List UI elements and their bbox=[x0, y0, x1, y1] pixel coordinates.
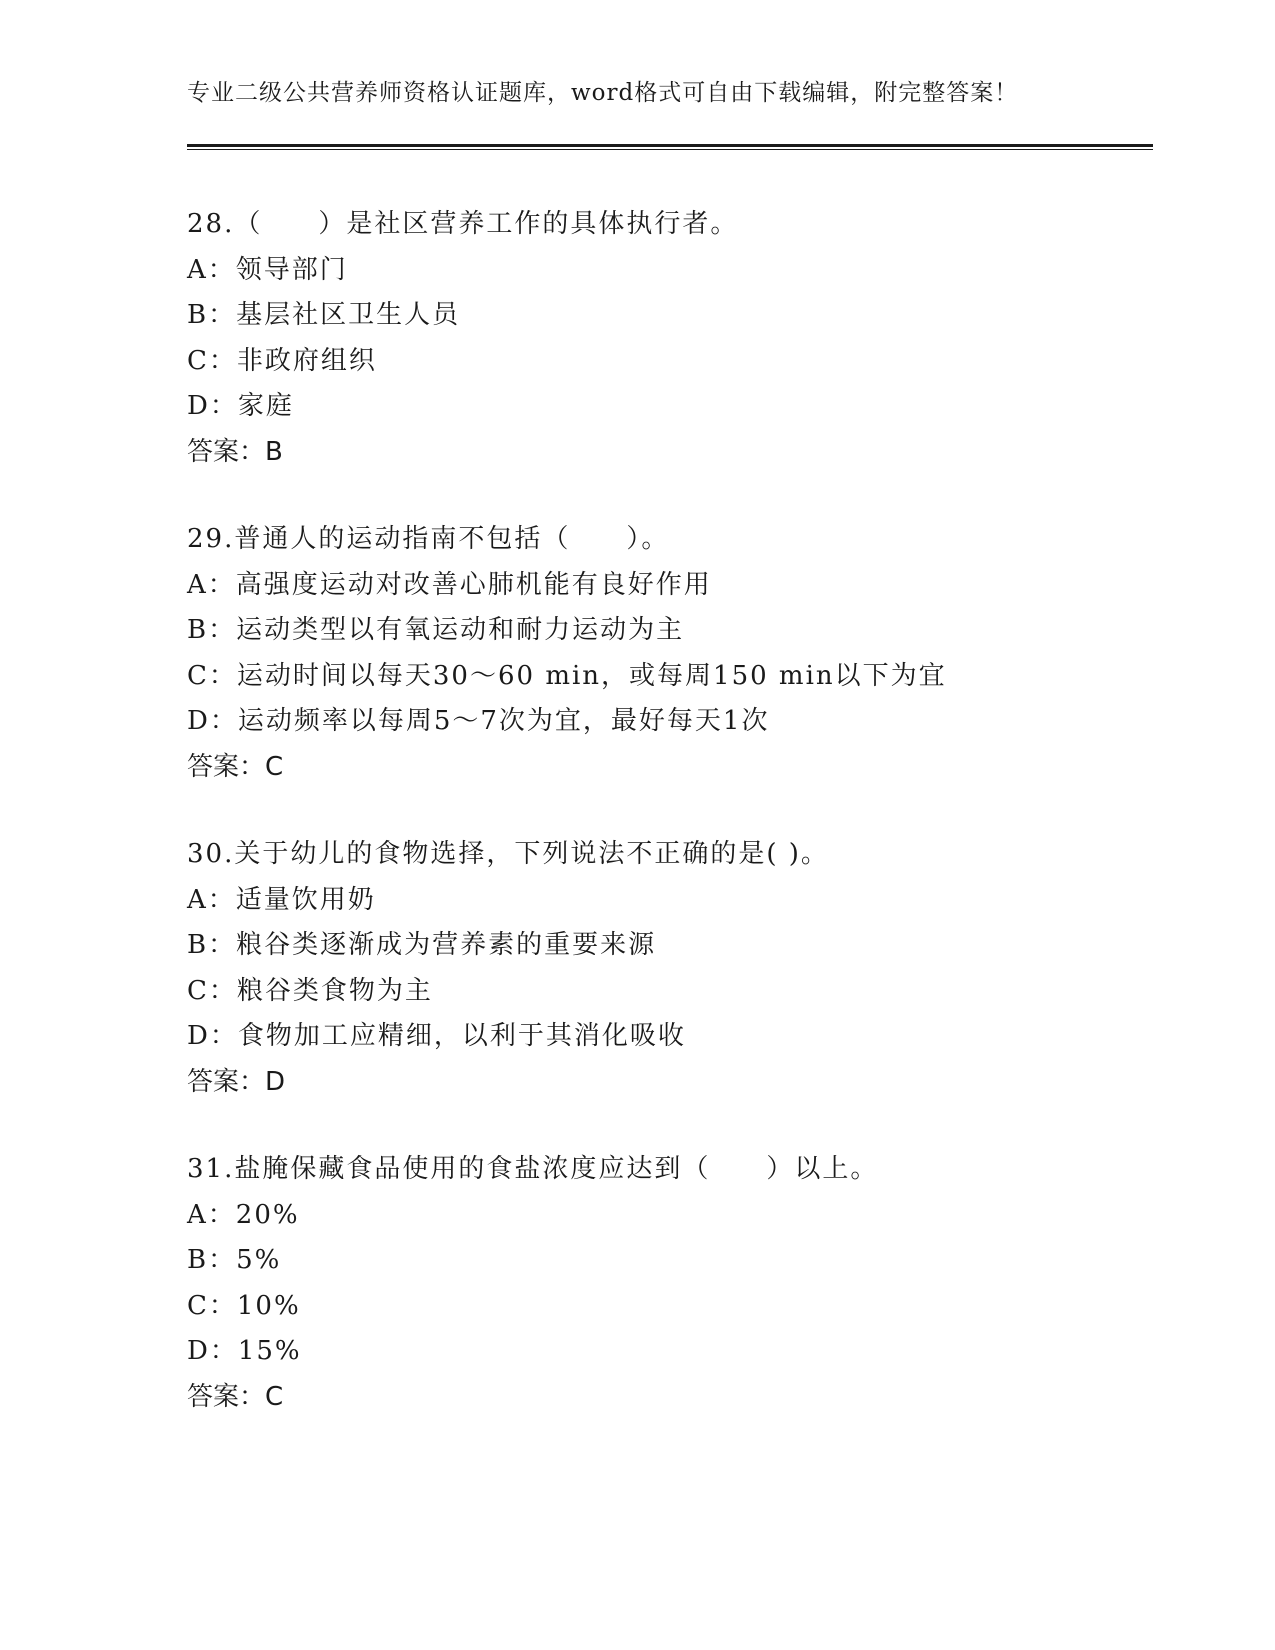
option-c: C：运动时间以每天30～60 min，或每周150 min以下为宜 bbox=[187, 660, 947, 691]
question-31 bbox=[187, 1147, 1153, 1420]
option-b: B：5% bbox=[187, 1245, 282, 1275]
answer-value: C bbox=[265, 751, 284, 782]
option-d: D：运动频率以每周5～7次为宜，最好每天1次 bbox=[187, 706, 770, 736]
option-d: D：家庭 bbox=[187, 391, 294, 421]
option-a: A：领导部门 bbox=[187, 254, 348, 285]
option-c: C：粮谷类食物为主 bbox=[187, 975, 433, 1006]
answer-value: B bbox=[265, 436, 283, 467]
answer-line bbox=[187, 745, 1153, 791]
answer-label: 答案： bbox=[187, 1381, 266, 1412]
option-b: B：基层社区卫生人员 bbox=[187, 300, 461, 330]
option-a: A：20% bbox=[187, 1199, 300, 1230]
answer-label: 答案： bbox=[187, 751, 266, 782]
question-list bbox=[187, 202, 1153, 1462]
question-28 bbox=[187, 202, 1153, 475]
question-30 bbox=[187, 832, 1153, 1105]
answer-value: D bbox=[265, 1066, 286, 1097]
answer-line bbox=[187, 1375, 1153, 1421]
option-b: B：粮谷类逐渐成为营养素的重要来源 bbox=[187, 930, 657, 960]
option-b: B：运动类型以有氧运动和耐力运动为主 bbox=[187, 615, 685, 645]
answer-value: C bbox=[265, 1381, 284, 1412]
answer-label: 答案： bbox=[187, 436, 266, 467]
option-a: A：适量饮用奶 bbox=[187, 884, 376, 915]
question-stem: 29.普通人的运动指南不包括（ ）。 bbox=[187, 524, 670, 554]
option-c: C：非政府组织 bbox=[187, 345, 377, 376]
option-d: D：15% bbox=[187, 1336, 302, 1366]
question-stem: 31.盐腌保藏食品使用的食盐浓度应达到（ ）以上。 bbox=[187, 1154, 879, 1184]
answer-line bbox=[187, 430, 1153, 476]
answer-line bbox=[187, 1060, 1153, 1106]
question-stem: 28.（ ）是社区营养工作的具体执行者。 bbox=[187, 209, 739, 239]
option-d: D：食物加工应精细，以利于其消化吸收 bbox=[187, 1021, 686, 1051]
answer-label: 答案： bbox=[187, 1066, 266, 1097]
header-divider bbox=[187, 144, 1153, 150]
option-c: C：10% bbox=[187, 1290, 301, 1321]
page-header: 专业二级公共营养师资格认证题库，word格式可自由下载编辑，附完整答案！ bbox=[187, 80, 1019, 106]
question-29 bbox=[187, 517, 1153, 790]
question-stem: 30.关于幼儿的食物选择，下列说法不正确的是( )。 bbox=[187, 839, 829, 869]
option-a: A：高强度运动对改善心肺机能有良好作用 bbox=[187, 569, 712, 600]
